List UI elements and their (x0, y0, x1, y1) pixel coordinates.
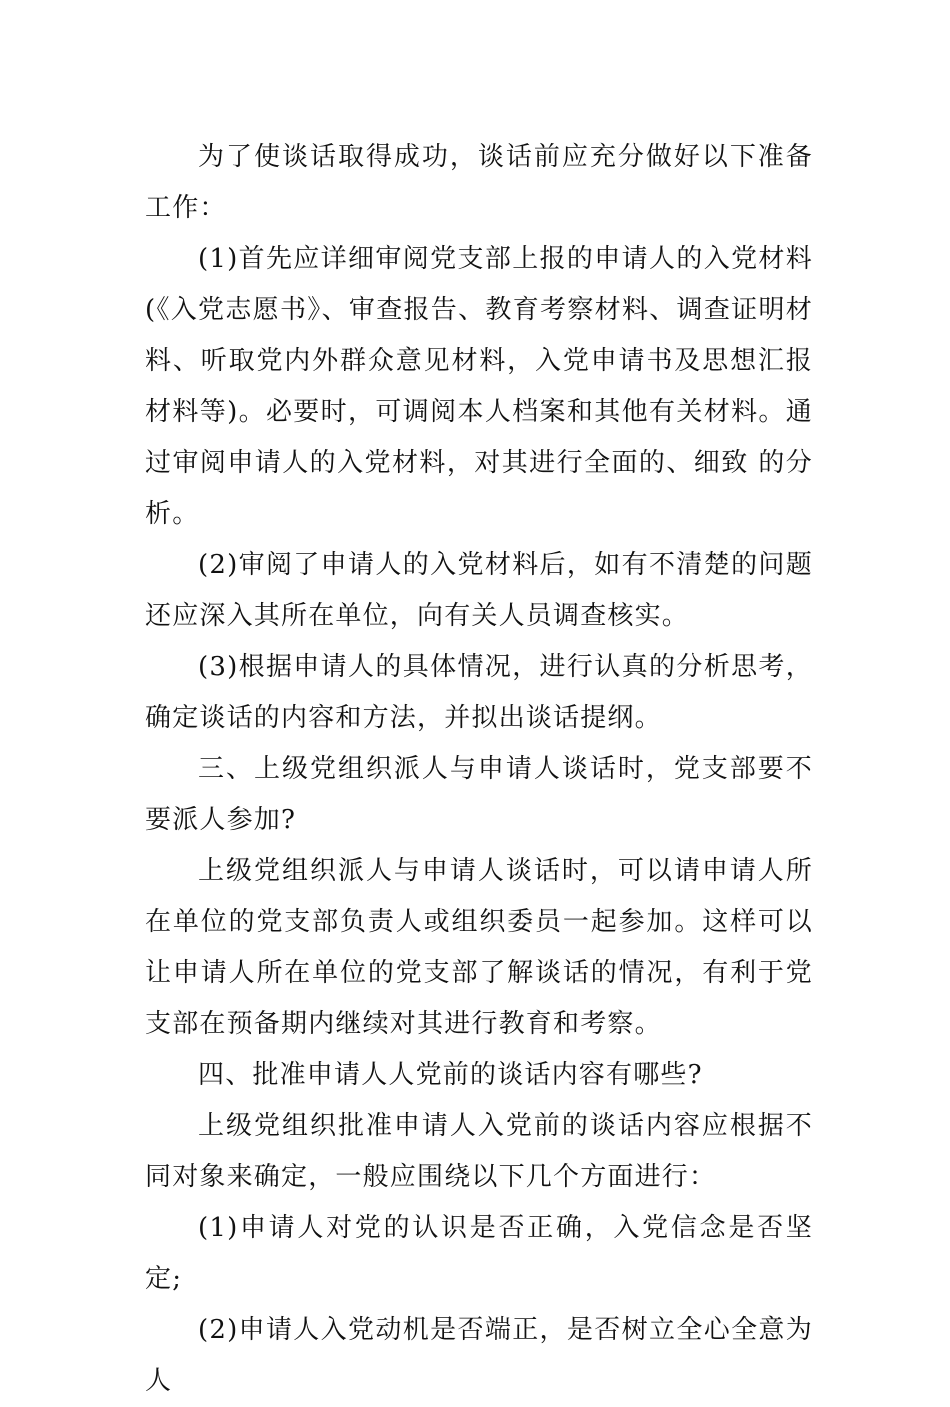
section-heading-3: 三、上级党组织派人与申请人谈话时，党支部要不要派人参加? (145, 754, 813, 835)
paragraph-preparation-intro: 为了使谈话取得成功，谈话前应充分做好以下准备工作： (145, 142, 813, 223)
paragraph-step-3: (3)根据申请人的具体情况，进行认真的分析思考，确定谈话的内容和方法，并拟出谈话提纲。 (145, 652, 813, 733)
paragraph-item-2: (2)申请人入党动机是否端正，是否树立全心全意为人 (145, 1315, 813, 1396)
section-heading-4: 四、批准申请人人党前的谈话内容有哪些? (198, 1060, 703, 1090)
paragraph-step-1: (1)首先应详细审阅党支部上报的申请人的入党材料(《入党志愿书》、审查报告、教育考察材料、调查证明材料、听取党内外群众意见材料，入党申请书及思想汇报材料等)。必要时，可调阅本人档案和其他有关材料。通过审阅申请人的入党材料，对其进行全面的、细致 的分析。 (145, 244, 813, 529)
paragraph-section-4-answer: 上级党组织批准申请人入党前的谈话内容应根据不同对象来确定，一般应围绕以下几个方面进行： (145, 1111, 813, 1192)
paragraph-section-3-answer: 上级党组织派人与申请人谈话时，可以请申请人所在单位的党支部负责人或组织委员一起参加。这样可以让申请人所在单位的党支部了解谈话的情况，有利于党支部在预备期内继续对其进行教育和考察。 (145, 856, 813, 1039)
document-body (145, 132, 813, 1407)
paragraph-step-2: (2)审阅了申请人的入党材料后，如有不清楚的问题还应深入其所在单位，向有关人员调查核实。 (145, 550, 813, 631)
paragraph-item-1: (1)申请人对党的认识是否正确，入党信念是否坚定; (145, 1213, 813, 1294)
